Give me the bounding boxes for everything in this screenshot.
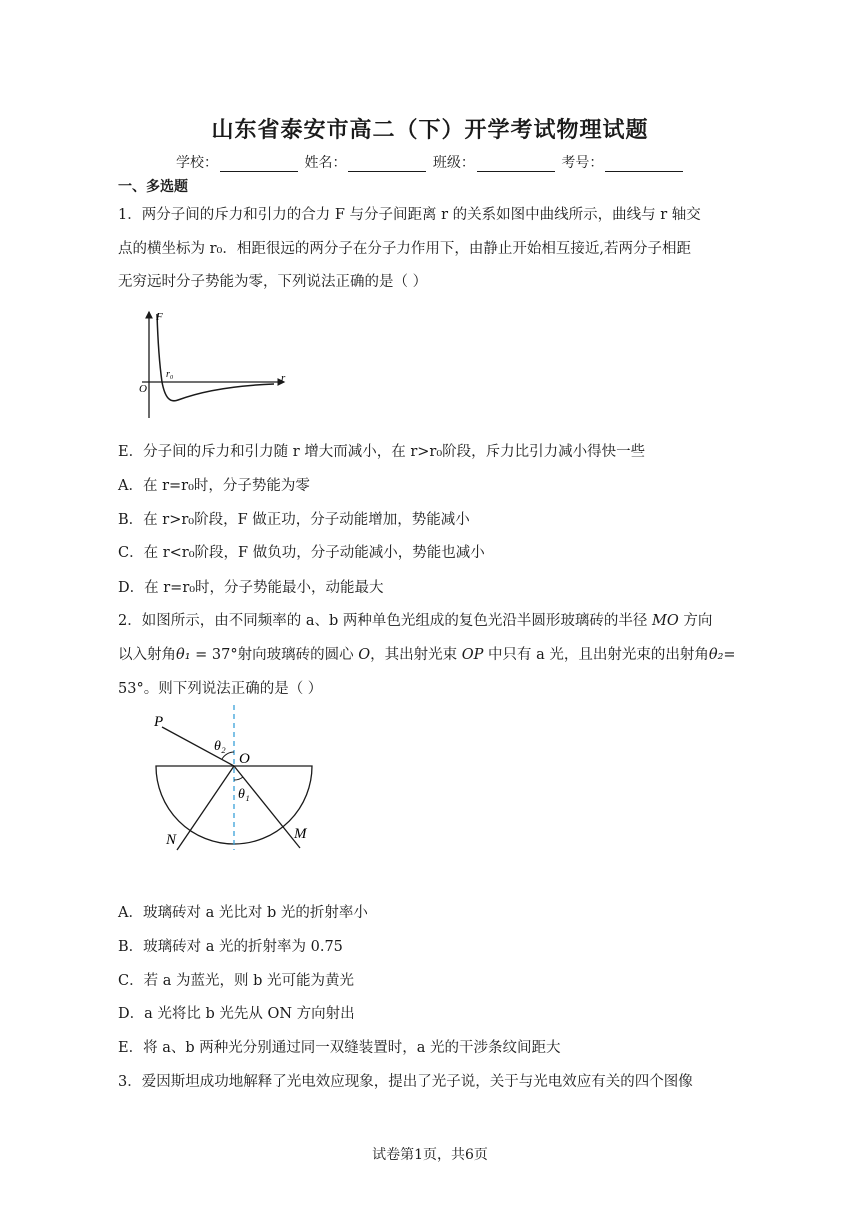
class-label: 班级： bbox=[432, 155, 475, 171]
q2-stem-line-1: 2．如图所示，由不同频率的 a、b 两种单色光组成的复色光沿半圆形玻璃砖的半径 MO 方向 bbox=[118, 613, 713, 629]
page-title: 山东省泰安市高二（下）开学考试物理试题 bbox=[211, 117, 649, 143]
school-blank[interactable] bbox=[220, 157, 298, 172]
exam-number-label: 考号： bbox=[561, 155, 604, 171]
name-label: 姓名： bbox=[304, 155, 347, 171]
q3-stem-line-1: 3．爱因斯坦成功地解释了光电效应现象，提出了光子说，关于与光电效应有关的四个图像 bbox=[118, 1074, 693, 1090]
force-distance-graph bbox=[134, 306, 294, 421]
q2-stem-line-2: 以入射角θ₁ = 37°射向玻璃砖的圆心 O，其出射光束 OP 中只有 a 光，且出射光束的出射角θ₂= bbox=[118, 647, 736, 663]
section-title: 一、多选题 bbox=[118, 179, 188, 195]
student-info-line bbox=[176, 152, 685, 172]
q1-stem-line-2: 点的横坐标为 r₀．相距很远的两分子在分子力作用下，由静止开始相互接近,若两分子相距 bbox=[118, 241, 691, 257]
theta1-arc bbox=[234, 777, 243, 780]
page-footer: 试卷第1页，共6页 bbox=[372, 1147, 488, 1163]
class-blank[interactable] bbox=[477, 157, 555, 172]
theta2-label: θ₂ bbox=[214, 739, 226, 754]
q2-option-b[interactable]: B．玻璃砖对 a 光的折射率为 0.75 bbox=[118, 939, 343, 955]
force-curve bbox=[157, 314, 274, 401]
origin-label: O bbox=[139, 383, 147, 395]
q2-option-c[interactable]: C．若 a 为蓝光，则 b 光可能为黄光 bbox=[118, 973, 354, 989]
ray-on bbox=[177, 766, 234, 850]
r0-label: r₀ bbox=[166, 369, 174, 380]
semicircle-glass-diagram bbox=[140, 700, 340, 860]
o-label: O bbox=[239, 751, 250, 767]
q1-option-d[interactable]: D．在 r=r₀时，分子势能最小，动能最大 bbox=[118, 580, 384, 596]
n-label: N bbox=[166, 832, 177, 848]
theta1-label: θ₁ bbox=[238, 787, 250, 802]
school-label: 学校： bbox=[176, 155, 218, 171]
q1-option-e[interactable]: E．分子间的斥力和引力随 r 增大而减小，在 r>r₀阶段，斥力比引力减小得快一些 bbox=[118, 444, 646, 460]
q2-stem-line-3: 53°。则下列说法正确的是（ ） bbox=[118, 681, 323, 697]
q2-option-d[interactable]: D．a 光将比 b 光先从 ON 方向射出 bbox=[118, 1006, 355, 1022]
q2-mo-label: MO bbox=[651, 613, 679, 629]
f-label: F bbox=[156, 311, 163, 323]
q2-option-e[interactable]: E．将 a、b 两种光分别通过同一双缝装置时，a 光的干涉条纹间距大 bbox=[118, 1040, 561, 1056]
r-label: r bbox=[281, 372, 286, 384]
p-label: P bbox=[154, 714, 164, 730]
name-blank[interactable] bbox=[348, 157, 426, 172]
q1-stem-line-3: 无穷远时分子势能为零，下列说法正确的是（ ） bbox=[118, 274, 428, 290]
q2-option-a[interactable]: A．玻璃砖对 a 光比对 b 光的折射率小 bbox=[118, 905, 368, 921]
q1-stem-line-1: 1．两分子间的斥力和引力的合力 F 与分子间距离 r 的关系如图中曲线所示，曲线与 r 轴交 bbox=[118, 207, 701, 223]
q1-option-c[interactable]: C．在 r<r₀阶段，F 做负功，分子动能减小，势能也减小 bbox=[118, 545, 485, 561]
exam-number-blank[interactable] bbox=[605, 157, 683, 172]
q1-option-b[interactable]: B．在 r>r₀阶段，F 做正功，分子动能增加，势能减小 bbox=[118, 512, 470, 528]
m-label: M bbox=[294, 826, 307, 842]
q1-option-a[interactable]: A．在 r=r₀时，分子势能为零 bbox=[118, 478, 310, 494]
